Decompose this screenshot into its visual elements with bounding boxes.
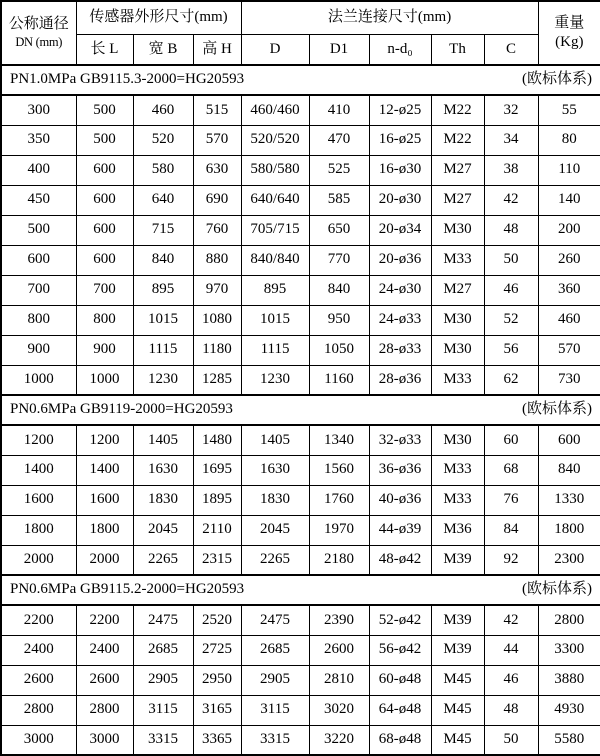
- cell-th: M27: [431, 275, 484, 305]
- col-header-sensor-group: 传感器外形尺寸(mm): [76, 1, 241, 34]
- cell-d1: 2390: [309, 605, 369, 635]
- cell-weight: 2800: [538, 605, 600, 635]
- cell-d: 1830: [241, 485, 309, 515]
- cell-d1: 2600: [309, 635, 369, 665]
- cell-d1: 840: [309, 275, 369, 305]
- cell-d1: 770: [309, 245, 369, 275]
- cell-length-l: 800: [76, 305, 133, 335]
- table-row: [1, 185, 600, 215]
- cell-weight: 460: [538, 305, 600, 335]
- cell-dn: 1800: [1, 515, 76, 545]
- cell-weight: 3880: [538, 665, 600, 695]
- table-row: [1, 245, 600, 275]
- cell-d: 2475: [241, 605, 309, 635]
- cell-width-b: 1230: [133, 365, 193, 395]
- cell-weight: 730: [538, 365, 600, 395]
- weight-unit: (Kg): [555, 34, 584, 50]
- cell-width-b: 460: [133, 95, 193, 125]
- cell-dn: 1600: [1, 485, 76, 515]
- cell-height-h: 1285: [193, 365, 241, 395]
- cell-weight: 570: [538, 335, 600, 365]
- cell-width-b: 895: [133, 275, 193, 305]
- table-row: [1, 215, 600, 245]
- cell-th: M33: [431, 485, 484, 515]
- cell-n-d0: 16-ø30: [369, 155, 431, 185]
- cell-width-b: 1115: [133, 335, 193, 365]
- cell-weight: 600: [538, 425, 600, 455]
- cell-dn: 300: [1, 95, 76, 125]
- cell-d: 1630: [241, 455, 309, 485]
- cell-length-l: 500: [76, 125, 133, 155]
- cell-height-h: 2725: [193, 635, 241, 665]
- cell-length-l: 2400: [76, 635, 133, 665]
- cell-width-b: 2685: [133, 635, 193, 665]
- pressure-rating-label: PN1.0MPa: [10, 71, 77, 88]
- cell-d1: 470: [309, 125, 369, 155]
- cell-weight: 360: [538, 275, 600, 305]
- cell-length-l: 2600: [76, 665, 133, 695]
- section-header-row: [1, 65, 600, 95]
- cell-height-h: 3365: [193, 725, 241, 755]
- cell-d1: 1760: [309, 485, 369, 515]
- cell-length-l: 2800: [76, 695, 133, 725]
- table-row: [1, 95, 600, 125]
- cell-c: 42: [484, 605, 538, 635]
- cell-width-b: 1630: [133, 455, 193, 485]
- cell-dn: 2200: [1, 605, 76, 635]
- cell-c: 76: [484, 485, 538, 515]
- cell-c: 42: [484, 185, 538, 215]
- cell-width-b: 2475: [133, 605, 193, 635]
- table-row: [1, 635, 600, 665]
- cell-width-b: 715: [133, 215, 193, 245]
- cell-d: 1230: [241, 365, 309, 395]
- table-row: [1, 305, 600, 335]
- cell-c: 38: [484, 155, 538, 185]
- cell-dn: 500: [1, 215, 76, 245]
- cell-length-l: 2200: [76, 605, 133, 635]
- cell-d: 895: [241, 275, 309, 305]
- cell-c: 56: [484, 335, 538, 365]
- cell-n-d0: 52-ø42: [369, 605, 431, 635]
- header-row-groups: [1, 1, 600, 34]
- cell-length-l: 600: [76, 155, 133, 185]
- cell-n-d0: 20-ø30: [369, 185, 431, 215]
- standard-code-label: GB9115.2-2000=HG20593: [80, 581, 245, 598]
- cell-weight: 1330: [538, 485, 600, 515]
- cell-length-l: 2000: [76, 545, 133, 575]
- pressure-rating-label: PN0.6MPa: [10, 581, 77, 598]
- table-row: [1, 725, 600, 755]
- cell-weight: 3300: [538, 635, 600, 665]
- table-row: [1, 665, 600, 695]
- cell-dn: 700: [1, 275, 76, 305]
- cell-d1: 1340: [309, 425, 369, 455]
- col-header-width: 宽 B: [133, 34, 193, 65]
- cell-th: M30: [431, 305, 484, 335]
- cell-n-d0: 24-ø33: [369, 305, 431, 335]
- cell-height-h: 630: [193, 155, 241, 185]
- weight-title: 重量: [554, 15, 585, 32]
- cell-th: M39: [431, 605, 484, 635]
- col-header-height: 高 H: [193, 34, 241, 65]
- cell-n-d0: 12-ø25: [369, 95, 431, 125]
- cell-dn: 400: [1, 155, 76, 185]
- cell-width-b: 2905: [133, 665, 193, 695]
- cell-th: M33: [431, 455, 484, 485]
- cell-d: 840/840: [241, 245, 309, 275]
- cell-d1: 1560: [309, 455, 369, 485]
- col-header-d1: D1: [309, 34, 369, 65]
- col-header-n-d0: n-d₀: [369, 34, 431, 65]
- cell-dn: 2000: [1, 545, 76, 575]
- cell-height-h: 1895: [193, 485, 241, 515]
- section-header-row: [1, 575, 600, 605]
- cell-c: 32: [484, 95, 538, 125]
- cell-c: 46: [484, 275, 538, 305]
- cell-th: M33: [431, 245, 484, 275]
- cell-weight: 260: [538, 245, 600, 275]
- cell-d: 460/460: [241, 95, 309, 125]
- cell-dn: 2800: [1, 695, 76, 725]
- cell-dn: 3000: [1, 725, 76, 755]
- cell-th: M45: [431, 695, 484, 725]
- cell-c: 84: [484, 515, 538, 545]
- cell-length-l: 1200: [76, 425, 133, 455]
- cell-dn: 350: [1, 125, 76, 155]
- cell-th: M22: [431, 125, 484, 155]
- dn-title: 公称通径: [8, 16, 69, 33]
- cell-d: 1115: [241, 335, 309, 365]
- cell-d: 1405: [241, 425, 309, 455]
- cell-d1: 1050: [309, 335, 369, 365]
- cell-dn: 2400: [1, 635, 76, 665]
- cell-width-b: 2045: [133, 515, 193, 545]
- standard-system-note: (欧标体系): [522, 401, 593, 418]
- cell-weight: 140: [538, 185, 600, 215]
- table-row: [1, 425, 600, 455]
- col-header-length: 长 L: [76, 34, 133, 65]
- cell-d1: 3220: [309, 725, 369, 755]
- cell-d1: 2180: [309, 545, 369, 575]
- cell-th: M22: [431, 95, 484, 125]
- cell-d1: 410: [309, 95, 369, 125]
- cell-n-d0: 36-ø36: [369, 455, 431, 485]
- cell-d1: 1970: [309, 515, 369, 545]
- cell-height-h: 690: [193, 185, 241, 215]
- cell-n-d0: 68-ø48: [369, 725, 431, 755]
- table-row: [1, 695, 600, 725]
- cell-n-d0: 32-ø33: [369, 425, 431, 455]
- cell-c: 60: [484, 425, 538, 455]
- cell-height-h: 3165: [193, 695, 241, 725]
- cell-d1: 585: [309, 185, 369, 215]
- table-row: [1, 455, 600, 485]
- cell-c: 44: [484, 635, 538, 665]
- cell-width-b: 840: [133, 245, 193, 275]
- cell-height-h: 970: [193, 275, 241, 305]
- cell-n-d0: 28-ø33: [369, 335, 431, 365]
- cell-weight: 200: [538, 215, 600, 245]
- cell-d: 2265: [241, 545, 309, 575]
- cell-n-d0: 40-ø36: [369, 485, 431, 515]
- cell-weight: 110: [538, 155, 600, 185]
- section-header-row: [1, 395, 600, 425]
- cell-th: M30: [431, 425, 484, 455]
- cell-height-h: 1180: [193, 335, 241, 365]
- cell-length-l: 1600: [76, 485, 133, 515]
- cell-dn: 600: [1, 245, 76, 275]
- cell-c: 48: [484, 695, 538, 725]
- cell-c: 52: [484, 305, 538, 335]
- cell-d1: 650: [309, 215, 369, 245]
- cell-dn: 1000: [1, 365, 76, 395]
- cell-d: 520/520: [241, 125, 309, 155]
- cell-width-b: 640: [133, 185, 193, 215]
- cell-c: 68: [484, 455, 538, 485]
- cell-n-d0: 56-ø42: [369, 635, 431, 665]
- cell-dn: 1200: [1, 425, 76, 455]
- cell-n-d0: 60-ø48: [369, 665, 431, 695]
- cell-width-b: 1830: [133, 485, 193, 515]
- cell-weight: 80: [538, 125, 600, 155]
- table-row: [1, 545, 600, 575]
- cell-height-h: 2950: [193, 665, 241, 695]
- cell-height-h: 2520: [193, 605, 241, 635]
- table-row: [1, 515, 600, 545]
- cell-length-l: 700: [76, 275, 133, 305]
- cell-dn: 800: [1, 305, 76, 335]
- cell-th: M39: [431, 635, 484, 665]
- cell-th: M27: [431, 155, 484, 185]
- col-header-c: C: [484, 34, 538, 65]
- cell-th: M45: [431, 725, 484, 755]
- cell-c: 92: [484, 545, 538, 575]
- cell-n-d0: 20-ø34: [369, 215, 431, 245]
- cell-weight: 1800: [538, 515, 600, 545]
- cell-height-h: 2110: [193, 515, 241, 545]
- cell-width-b: 3315: [133, 725, 193, 755]
- col-header-th: Th: [431, 34, 484, 65]
- cell-width-b: 3115: [133, 695, 193, 725]
- table-row: [1, 605, 600, 635]
- cell-d: 640/640: [241, 185, 309, 215]
- standard-code-label: GB9119-2000=HG20593: [80, 401, 233, 418]
- cell-d1: 950: [309, 305, 369, 335]
- cell-height-h: 880: [193, 245, 241, 275]
- standard-system-note: (欧标体系): [522, 581, 593, 598]
- cell-length-l: 600: [76, 185, 133, 215]
- cell-c: 48: [484, 215, 538, 245]
- cell-n-d0: 28-ø36: [369, 365, 431, 395]
- cell-c: 46: [484, 665, 538, 695]
- cell-d: 2685: [241, 635, 309, 665]
- col-header-flange-group: 法兰连接尺寸(mm): [241, 1, 538, 34]
- col-header-d: D: [241, 34, 309, 65]
- cell-height-h: 2315: [193, 545, 241, 575]
- cell-n-d0: 16-ø25: [369, 125, 431, 155]
- cell-dn: 450: [1, 185, 76, 215]
- cell-d: 580/580: [241, 155, 309, 185]
- table-row: [1, 275, 600, 305]
- cell-height-h: 1480: [193, 425, 241, 455]
- cell-length-l: 600: [76, 215, 133, 245]
- cell-d: 1015: [241, 305, 309, 335]
- cell-length-l: 500: [76, 95, 133, 125]
- cell-d: 705/715: [241, 215, 309, 245]
- cell-n-d0: 64-ø48: [369, 695, 431, 725]
- cell-th: M45: [431, 665, 484, 695]
- cell-d: 2905: [241, 665, 309, 695]
- cell-width-b: 1015: [133, 305, 193, 335]
- cell-height-h: 1080: [193, 305, 241, 335]
- cell-width-b: 2265: [133, 545, 193, 575]
- cell-c: 62: [484, 365, 538, 395]
- table-row: [1, 125, 600, 155]
- cell-length-l: 600: [76, 245, 133, 275]
- cell-th: M27: [431, 185, 484, 215]
- cell-n-d0: 20-ø36: [369, 245, 431, 275]
- col-header-weight: [538, 1, 600, 65]
- cell-weight: 55: [538, 95, 600, 125]
- cell-width-b: 1405: [133, 425, 193, 455]
- cell-length-l: 1400: [76, 455, 133, 485]
- cell-length-l: 1000: [76, 365, 133, 395]
- table-body: [1, 1, 600, 755]
- cell-c: 50: [484, 725, 538, 755]
- cell-weight: 5580: [538, 725, 600, 755]
- cell-weight: 840: [538, 455, 600, 485]
- standard-system-note: (欧标体系): [522, 71, 593, 88]
- cell-d: 3315: [241, 725, 309, 755]
- cell-dn: 2600: [1, 665, 76, 695]
- cell-n-d0: 44-ø39: [369, 515, 431, 545]
- cell-n-d0: 48-ø42: [369, 545, 431, 575]
- table-row: [1, 365, 600, 395]
- cell-length-l: 3000: [76, 725, 133, 755]
- cell-weight: 2300: [538, 545, 600, 575]
- cell-th: M36: [431, 515, 484, 545]
- cell-c: 34: [484, 125, 538, 155]
- cell-d: 2045: [241, 515, 309, 545]
- cell-height-h: 1695: [193, 455, 241, 485]
- standard-code-label: GB9115.3-2000=HG20593: [80, 71, 245, 88]
- cell-th: M39: [431, 545, 484, 575]
- cell-height-h: 570: [193, 125, 241, 155]
- cell-length-l: 900: [76, 335, 133, 365]
- cell-d1: 525: [309, 155, 369, 185]
- pressure-rating-label: PN0.6MPa: [10, 401, 77, 418]
- cell-d1: 1160: [309, 365, 369, 395]
- header-row-subcolumns: [1, 34, 600, 65]
- cell-th: M33: [431, 365, 484, 395]
- table-row: [1, 335, 600, 365]
- cell-height-h: 760: [193, 215, 241, 245]
- cell-th: M30: [431, 335, 484, 365]
- cell-length-l: 1800: [76, 515, 133, 545]
- table-row: [1, 155, 600, 185]
- cell-d: 3115: [241, 695, 309, 725]
- cell-width-b: 580: [133, 155, 193, 185]
- col-header-dn: [1, 1, 76, 65]
- cell-dn: 900: [1, 335, 76, 365]
- cell-th: M30: [431, 215, 484, 245]
- cell-c: 50: [484, 245, 538, 275]
- dn-unit: DN (mm): [15, 35, 63, 50]
- cell-d1: 2810: [309, 665, 369, 695]
- cell-weight: 4930: [538, 695, 600, 725]
- cell-height-h: 515: [193, 95, 241, 125]
- cell-dn: 1400: [1, 455, 76, 485]
- table-row: [1, 485, 600, 515]
- cell-d1: 3020: [309, 695, 369, 725]
- cell-width-b: 520: [133, 125, 193, 155]
- cell-n-d0: 24-ø30: [369, 275, 431, 305]
